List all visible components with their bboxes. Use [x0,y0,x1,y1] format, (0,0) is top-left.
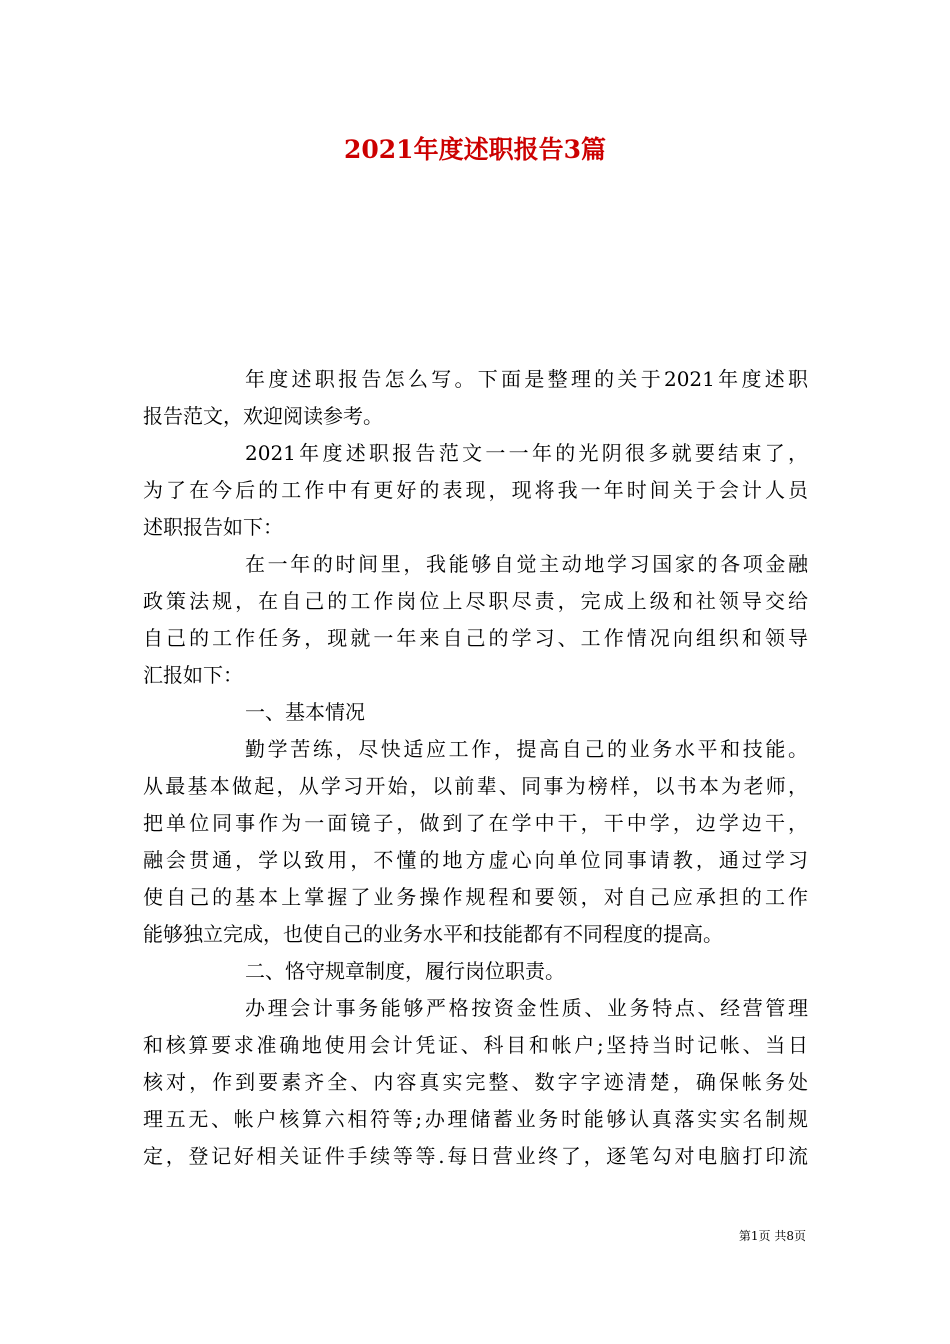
text-line: 汇报如下： [143,663,243,687]
text-line: 和核算要求准确地使用会计凭证、科目和帐户;坚持当时记帐、当日 [143,1033,808,1057]
text-line: 自己的工作任务，现就一年来自己的学习、工作情况向组织和领导 [143,626,808,650]
text-line: 使自己的基本上掌握了业务操作规程和要领，对自己应承担的工作 [143,885,808,909]
text-line: 定，登记好相关证件手续等等.每日营业终了，逐笔勾对电脑打印流 [143,1144,808,1168]
text-line: 办理会计事务能够严格按资金性质、业务特点、经营管理 [245,996,808,1020]
page-number: 第1页 共8页 [738,1229,806,1243]
text-line: 年度述职报告怎么写。下面是整理的关于2021年度述职 [245,367,808,391]
text-line: 在一年的时间里，我能够自觉主动地学习国家的各项金融 [245,552,808,576]
text-line: 一、基本情况 [245,700,365,724]
document-body [143,361,808,1175]
text-line: 二、恪守规章制度，履行岗位职责。 [245,959,565,983]
text-line: 述职报告如下： [143,515,283,539]
text-line: 把单位同事作为一面镜子，做到了在学中干，干中学，边学边干， [143,811,808,835]
text-line: 能够独立完成，也使自己的业务水平和技能都有不同程度的提高。 [143,922,723,946]
page-title: 2021年度述职报告3篇 [344,135,606,164]
text-line: 从最基本做起，从学习开始，以前辈、同事为榜样，以书本为老师， [143,774,808,798]
text-line: 核对，作到要素齐全、内容真实完整、数字字迹清楚，确保帐务处 [143,1070,808,1094]
text-line: 勤学苦练，尽快适应工作，提高自己的业务水平和技能。 [245,737,808,761]
text-line: 报告范文，欢迎阅读参考。 [143,404,383,428]
text-line: 理五无、帐户核算六相符等;办理储蓄业务时能够认真落实实名制规 [143,1107,808,1131]
text-line: 2021年度述职报告范文一一年的光阴很多就要结束了， [245,441,808,465]
text-line: 政策法规，在自己的工作岗位上尽职尽责，完成上级和社领导交给 [143,589,808,613]
text-line: 为了在今后的工作中有更好的表现，现将我一年时间关于会计人员 [143,478,808,502]
text-line: 融会贯通，学以致用，不懂的地方虚心向单位同事请教，通过学习 [143,848,808,872]
